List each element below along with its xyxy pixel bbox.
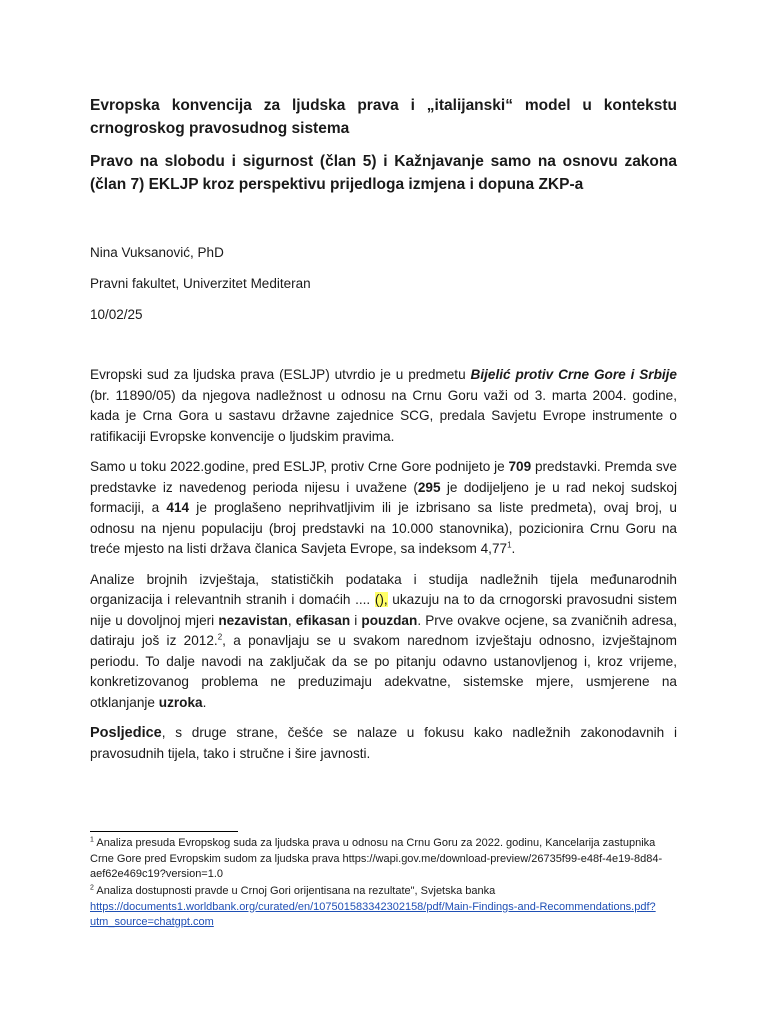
text-run: , s druge strane, češće se nalaze u fokusu kako nadležnih zakonodavnih i pravosudnih tijela, tako i stručne i šire javnosti. xyxy=(90,725,677,761)
paragraph-1 xyxy=(90,365,677,447)
author-name: Nina Vuksanović, PhD xyxy=(90,245,224,260)
text-run: Samo u toku 2022.godine, pred ESLJP, protiv Crne Gore podnijeto je xyxy=(90,459,509,474)
footnote-text: Analiza presuda Evropskog suda za ljudska prava u odnosu na Crnu Goru za 2022. godinu, Kancelarija zastupnika Crne Gore pred Evropskim sudom za ljudska prava https://wapi.gov.me/download-preview/26735f99-e48f-4e19-8d84-aef62e469c19?version=1.0 xyxy=(90,837,663,880)
highlighted-placeholder: (), xyxy=(374,592,388,607)
count-applications: 709 xyxy=(508,459,532,474)
paragraph-2 xyxy=(90,457,677,560)
footnote-ref-2[interactable]: 2 xyxy=(217,632,223,642)
text-run: , xyxy=(287,612,296,628)
paragraph-lead: Posljedice xyxy=(90,725,162,741)
case-name: Bijelić protiv Crne Gore i Srbije xyxy=(470,367,677,382)
footnote-ref-1[interactable]: 1 xyxy=(507,540,512,550)
text-run: . xyxy=(202,694,207,710)
author-affiliation: Pravni fakultet, Univerzitet Mediteran xyxy=(90,276,311,291)
text-run: je dodijeljeno je u rad nekoj sudskoj formaciji, a xyxy=(90,479,677,515)
document-date: 10/02/25 xyxy=(90,307,143,322)
body-text xyxy=(90,365,677,774)
footnote-number: 2 xyxy=(90,884,94,892)
footnote-number: 1 xyxy=(90,836,94,844)
keyword-causes: uzroka xyxy=(158,694,203,710)
text-run: . xyxy=(511,541,516,556)
keyword-reliable: pouzdan xyxy=(361,612,418,628)
text-run: Evropski sud za ljudska prava (ESLJP) utvrdio je u predmetu xyxy=(90,367,471,382)
count-inadmissible: 414 xyxy=(166,500,190,515)
keyword-independent: nezavistan xyxy=(218,612,288,628)
document-title: Evropska konvencija za ljudska prava i „italijanski“ model u kontekstu crnogroskog pravosudnog sistema xyxy=(90,97,677,137)
count-assigned: 295 xyxy=(417,479,441,495)
text-run: . Prve ovakve ocjene, sa zvaničnih adresa, datiraju još iz 2012. xyxy=(90,612,678,648)
footnote-link[interactable]: https://documents1.worldbank.org/curated/en/107501583342302158/pdf/Main-Findings-and-Recommendations.pdf?utm_source=chatgpt.com xyxy=(90,900,656,928)
text-run: (br. 11890/05) da njegova nadležnost u odnosu na Crnu Goru važi od 3. marta 2004. godine, kada je Crna Gora u sastavu državne zajednice SCG, predala Savjetu Evrope instrumente o ratifikaciji Evropske konvencije o ljudskim pravima. xyxy=(90,387,677,444)
footnote-1 xyxy=(90,836,680,883)
text-run: Analize brojnih izvještaja, statističkih podataka i studija nadležnih tijela međunarodnih organizacija i relevantnih stranih i domaćih .... xyxy=(90,571,677,607)
text-run: ukazuju na to da crnogorski pravosudni sistem nije u dovoljnoj mjeri xyxy=(90,592,677,628)
document-subtitle: Pravo na slobodu i sigurnost (član 5) i Kažnjavanje samo na osnovu zakona (član 7) EKLJP kroz perspektivu prijedloga izmjena i dopuna ZKP-a xyxy=(90,153,677,193)
paragraph-3 xyxy=(90,570,677,714)
footnote-2 xyxy=(90,884,680,931)
footnote-separator xyxy=(90,831,238,832)
text-run: , a ponavljaju se u svakom narednom izvještaju odnosno, izvještajnom periodu. To dalje navodi na zaključak da se po pitanju odavno ustanovljenog i, kroz vrijeme, konkretizovanog problema ne preduzimaju adekvatne, sistemske mjere, usmjerene na otklanjanje xyxy=(90,633,677,710)
footnote-text: Analiza dostupnosti pravde u Crnoj Gori orijentisana na rezultate", Svjetska banka xyxy=(93,885,496,897)
text-run: predstavki. Premda sve predstavke iz navedenog perioda nijesu i uvažene ( xyxy=(90,459,677,495)
text-run: je proglašeno neprihvatljivim ili je izbrisano sa liste predmeta), ovaj broj, u odnosu na njenu populaciju (broj predstavki na 10.000 stanovnika), pozicionira Crnu Goru na treće mjesto na listi država članica Savjeta Evrope, sa indeksom 4,77 xyxy=(90,500,677,556)
text-run: i xyxy=(350,612,362,628)
paragraph-4 xyxy=(90,723,677,764)
keyword-efficient: efikasan xyxy=(295,612,351,628)
